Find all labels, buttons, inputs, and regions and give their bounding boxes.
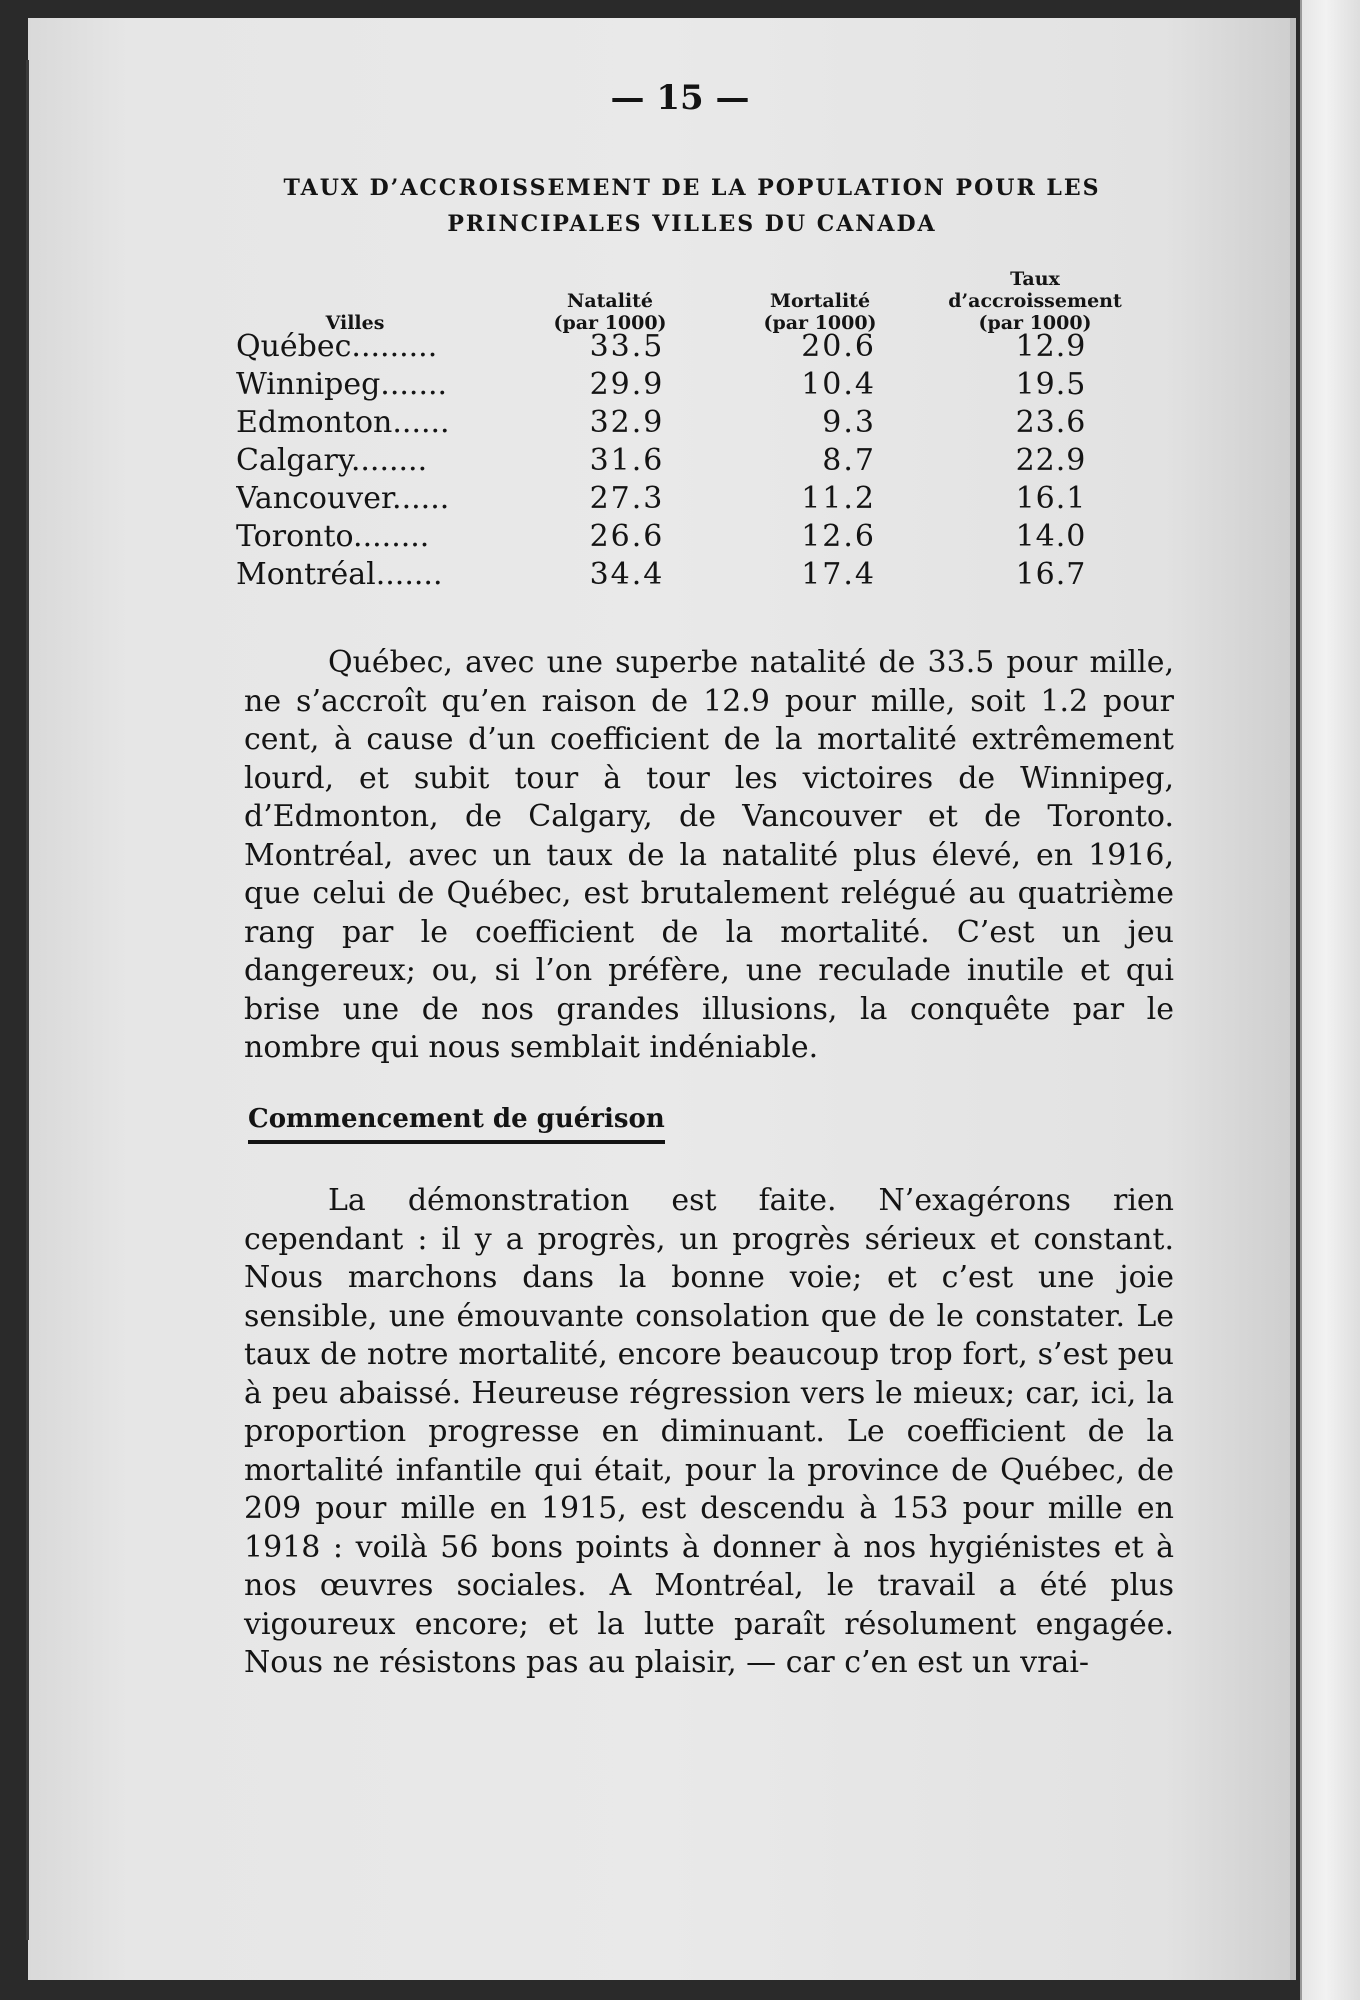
table-header [230,244,1150,334]
table-row [236,366,1116,404]
cell-growth: 22.9 [1015,443,1087,478]
cell-city: Edmonton...... [236,405,450,440]
table-title-line-2: PRINCIPALES VILLES DU CANADA [447,211,937,237]
cell-city: Calgary........ [236,443,428,478]
table-row [236,556,1116,594]
header-growth-label-1: Taux [1010,268,1060,290]
header-city: Villes [325,312,385,334]
header-growth-label-2: d’accroissement [948,290,1122,312]
table-row [236,480,1116,518]
page-number: — 15 — [610,78,750,118]
table-row [236,442,1116,480]
header-growth-unit: (par 1000) [978,312,1092,334]
cell-mortality: 12.6 [801,519,876,554]
cell-growth: 19.5 [1015,367,1087,402]
section-heading: Commencement de guérison [248,1104,665,1144]
cell-growth: 23.6 [1015,405,1087,440]
cell-natality: 26.6 [589,519,665,554]
paragraph-demonstration: La démonstration est faite. N’exagérons rien cependant : il y a progrès, un progrès sérieux et constant. Nous marchons dans la bonne voie; et c’est une joie sensible, une émouvante consolation que de le constater. Le taux de notre mortalité, encore beaucoup trop fort, s’est peu à peu abaissé. Heureuse régression vers le mieux; car, ici, la proportion progresse en diminuant. Le coefficient de la mortalité infantile qui était, pour la province de Québec, de 209 pour mille en 1915, est descendu à 153 pour mille en 1918 : voilà 56 bons points à donner à nos hygiénistes et à nos œuvres sociales. A Montréal, le travail a été plus vigoureux encore; et la lutte paraît résolument engagée. Nous ne résistons pas au plaisir, — car c’en est un vrai- [244,1183,1174,1680]
cell-growth: 14.0 [1015,519,1087,554]
cell-city: Québec......... [236,329,438,364]
cell-mortality: 17.4 [801,557,876,592]
cell-city: Winnipeg....... [236,367,448,402]
header-natality-label: Natalité [566,290,654,312]
table-row [236,404,1116,442]
header-natality-unit: (par 1000) [553,312,667,334]
book-edge [1300,0,1360,2000]
table-row [236,328,1116,366]
cell-natality: 32.9 [589,405,665,440]
header-mortality-unit: (par 1000) [763,312,877,334]
cell-city: Vancouver...... [236,481,450,516]
cell-city: Montréal....... [236,557,443,592]
table-title-line-1: TAUX D’ACCROISSEMENT DE LA POPULATION POUR LES [283,175,1101,201]
table-row [236,518,1116,556]
cell-natality: 31.6 [589,443,665,478]
cell-natality: 33.5 [589,329,665,364]
cell-growth: 12.9 [1015,329,1087,364]
cell-mortality: 9.3 [822,405,876,440]
cell-growth: 16.7 [1015,557,1087,592]
cell-mortality: 20.6 [801,329,876,364]
paragraph-quebec-analysis: Québec, avec une superbe natalité de 33.5 pour mille, ne s’accroît qu’en raison de 12.9 pour mille, soit 1.2 pour cent, à cause d’un coefficient de la mortalité extrêmement lourd, et subit tour à tour les victoires de Winnipeg, d’Edmonton, de Calgary, de Vancouver et de Toronto. Montréal, avec un taux de la natalité plus élevé, en 1916, que celui de Québec, est brutalement relégué au quatrième rang par le coefficient de la mortalité. C’est un jeu dangereux; ou, si l’on préfère, une reculade inutile et qui brise une de nos grandes illusions, la conquête par le nombre qui nous semblait indéniable. [244,645,1174,1065]
cell-mortality: 10.4 [801,367,876,402]
binding-gutter [26,60,29,1940]
cell-natality: 27.3 [589,481,665,516]
cell-natality: 34.4 [589,557,665,592]
cell-mortality: 11.2 [801,481,876,516]
cell-growth: 16.1 [1015,481,1087,516]
table-body [236,328,1116,594]
header-mortality-label: Mortalité [769,290,871,312]
cell-mortality: 8.7 [822,443,876,478]
cell-city: Toronto........ [236,519,430,554]
table-title [222,170,1162,242]
header-growth [930,268,1140,334]
cell-natality: 29.9 [589,367,665,402]
